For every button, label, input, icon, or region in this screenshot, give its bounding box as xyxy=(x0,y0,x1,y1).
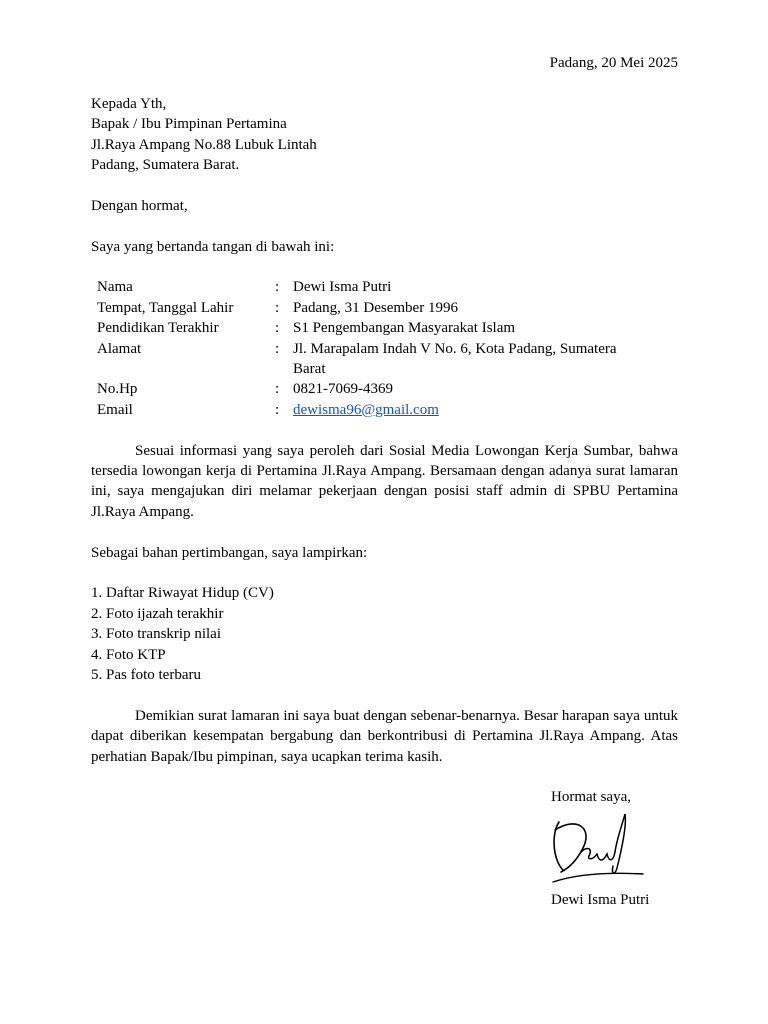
recipient-line: Padang, Sumatera Barat. xyxy=(91,157,240,174)
signer-name: Dewi Isma Putri xyxy=(551,891,650,908)
detail-value: Jl. Marapalam Indah V No. 6, Kota Padang, Sumatera Barat xyxy=(293,340,617,378)
salutation: Dengan hormat, xyxy=(91,197,188,214)
detail-value: 0821-7069-4369 xyxy=(293,381,393,398)
detail-value: Padang, 31 Desember 1996 xyxy=(293,299,458,316)
detail-separator: : xyxy=(275,299,280,316)
letter-date: Padang, 20 Mei 2025 xyxy=(549,55,678,71)
applicant-details xyxy=(97,277,623,420)
recipient-line: Jl.Raya Ampang No.88 Lubuk Lintah xyxy=(91,136,317,153)
attachment-item: 2. Foto ijazah terakhir xyxy=(91,605,224,622)
detail-label: Pendidikan Terakhir xyxy=(97,320,219,337)
detail-label: Email xyxy=(97,401,133,418)
attachment-item: 1. Daftar Riwayat Hidup (CV) xyxy=(91,585,274,602)
detail-value: S1 Pengembangan Masyarakat Islam xyxy=(293,320,516,337)
attachment-item: 5. Pas foto terbaru xyxy=(91,667,201,684)
recipient-line: Bapak / Ibu Pimpinan Pertamina xyxy=(91,116,287,133)
attachment-item: 4. Foto KTP xyxy=(91,646,166,663)
intro-text: Saya yang bertanda tangan di bawah ini: xyxy=(91,238,335,255)
detail-separator: : xyxy=(275,340,280,357)
attachment-item: 3. Foto transkrip nilai xyxy=(91,626,221,643)
detail-separator: : xyxy=(275,279,280,296)
closing-text: Hormat saya, xyxy=(551,789,631,806)
detail-label: Tempat, Tanggal Lahir xyxy=(97,299,234,316)
signature xyxy=(547,808,657,890)
attachments-list xyxy=(91,583,678,685)
detail-row xyxy=(97,400,623,420)
attachments-intro: Sebagai bahan pertimbangan, saya lampirkan: xyxy=(91,544,368,561)
detail-row xyxy=(97,298,623,318)
body-paragraph-1: Sesuai informasi yang saya peroleh dari Sosial Media Lowongan Kerja Sumbar, bahwa tersedia lowongan kerja di Pertamina Jl.Raya Ampang. Bersamaan dengan adanya surat lamaran ini, saya mengajukan diri melamar pekerjaan dengan posisi staff admin di SPBU Pertamina Jl.Raya Ampang. xyxy=(91,442,678,520)
detail-label: Alamat xyxy=(97,340,142,357)
detail-row xyxy=(97,277,623,297)
detail-row xyxy=(97,339,623,380)
detail-value: Dewi Isma Putri xyxy=(293,279,392,296)
email-cell xyxy=(293,400,623,420)
body-paragraph-2: Demikian surat lamaran ini saya buat dengan sebenar-benarnya. Besar harapan saya untuk dapat diberikan kesempatan bergabung dan berkontribusi di Pertamina Jl.Raya Ampang. Atas perhatian Bapak/Ibu pimpinan, saya ucapkan terima kasih. xyxy=(91,707,678,765)
detail-separator: : xyxy=(275,381,280,398)
detail-label: Nama xyxy=(97,279,133,296)
letter-page xyxy=(91,53,678,910)
recipient-block xyxy=(91,94,678,176)
signature-icon xyxy=(547,812,647,888)
detail-separator: : xyxy=(275,401,280,418)
detail-separator: : xyxy=(275,320,280,337)
detail-label: No.Hp xyxy=(97,381,138,398)
email-link[interactable]: dewisma96@gmail.com xyxy=(293,401,439,418)
detail-row xyxy=(97,379,623,399)
detail-row xyxy=(97,318,623,338)
recipient-line: Kepada Yth, xyxy=(91,95,167,112)
